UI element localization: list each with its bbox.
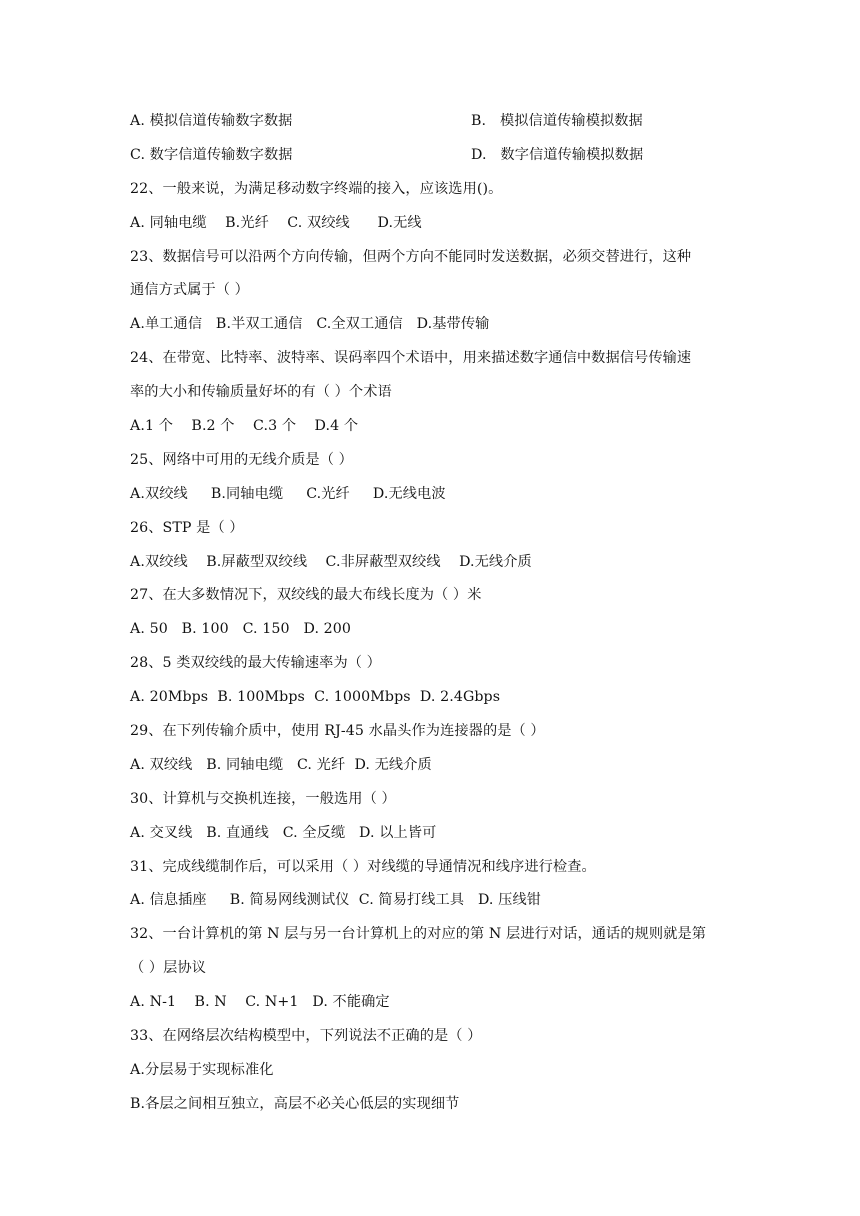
question-32-continued: （ ）层协议 [130,960,207,977]
question-30-options: A. 交叉线 B. 直通线 C. 全反缆 D. 以上皆可 [130,824,437,841]
question-28: 28、5 类双绞线的最大传输速率为（ ） [130,655,381,672]
question-23-options: A.单工通信 B.半双工通信 C.全双工通信 D.基带传输 [130,316,490,333]
option-c: C. 数字信道传输数字数据 [130,146,293,163]
question-33: 33、在网络层次结构模型中，下列说法不正确的是（ ） [130,1028,482,1045]
option-a: A. 模拟信道传输数字数据 [130,113,293,129]
question-26: 26、STP 是（ ） [130,519,244,536]
question-23: 23、数据信号可以沿两个方向传输，但两个方向不能同时发送数据，必须交替进行，这种 [130,248,692,265]
option-row [130,108,735,142]
question-31-options: A. 信息插座 B. 简易网线测试仪 C. 简易打线工具 D. 压线钳 [130,892,542,909]
question-25-options: A.双绞线 B.同轴电缆 C.光纤 D.无线电波 [130,485,446,502]
option-b: B. 模拟信道传输模拟数据 [471,113,643,129]
question-29: 29、在下列传输介质中，使用 RJ-45 水晶头作为连接器的是（ ） [130,723,545,740]
question-25: 25、网络中可用的无线介质是（ ） [130,451,353,468]
question-27-options: A. 50 B. 100 C. 150 D. 200 [130,621,352,638]
question-32: 32、一台计算机的第 N 层与另一台计算机上的对应的第 N 层进行对话，通话的规则就是第 [130,926,707,943]
question-22-options: A. 同轴电缆 B.光纤 C. 双绞线 D.无线 [130,214,422,231]
question-24-options: A.1 个 B.2 个 C.3 个 D.4 个 [130,418,359,435]
question-text-body [130,108,735,1125]
question-31: 31、完成线缆制作后，可以采用（ ）对线缆的导通情况和线序进行检查。 [130,858,596,875]
question-30: 30、计算机与交换机连接，一般选用（ ） [130,790,396,807]
question-26-options: A.双绞线 B.屏蔽型双绞线 C.非屏蔽型双绞线 D.无线介质 [130,553,532,570]
question-28-options: A. 20Mbps B. 100Mbps C. 1000Mbps D. 2.4Gbps [130,689,501,706]
question-23-continued: 通信方式属于（ ） [130,282,249,299]
question-27: 27、在大多数情况下，双绞线的最大布线长度为（ ）米 [130,587,482,604]
question-22: 22、一般来说，为满足移动数字终端的接入，应该选用()。 [130,180,503,197]
question-33-option-a: A.分层易于实现标准化 [130,1061,274,1078]
question-32-options: A. N-1 B. N C. N+1 D. 不能确定 [130,994,390,1011]
option-row [130,142,735,176]
question-33-option-b: B.各层之间相互独立，高层不必关心低层的实现细节 [130,1095,460,1112]
question-29-options: A. 双绞线 B. 同轴电缆 C. 光纤 D. 无线介质 [130,756,432,773]
option-d: D. 数字信道传输模拟数据 [471,146,644,163]
question-24-continued: 率的大小和传输质量好坏的有（ ）个术语 [130,384,392,401]
question-24: 24、在带宽、比特率、波特率、误码率四个术语中，用来描述数字通信中数据信号传输速 [130,350,692,367]
